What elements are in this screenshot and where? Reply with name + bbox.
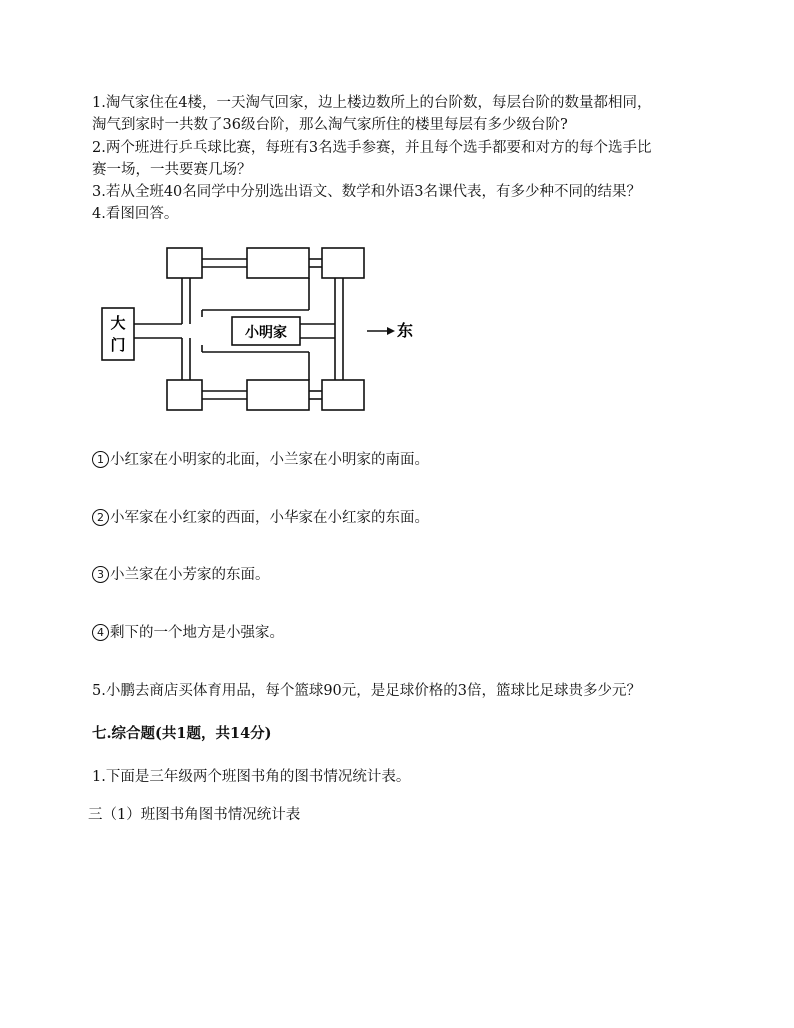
problem-2-line-2: 赛一场，一共要赛几场？ — [92, 162, 252, 178]
map-block-bottom-left — [167, 380, 202, 410]
clue-2-number: 2 — [92, 509, 109, 526]
clue-3 — [92, 564, 270, 586]
map-gate-label-1: 大 — [110, 314, 126, 332]
section-7-title: 七.综合题(共1题，共14分) — [92, 725, 272, 742]
clue-4 — [92, 622, 284, 644]
clue-4-number: 4 — [92, 624, 109, 641]
map-block-top-right — [322, 248, 364, 278]
map-block-top-middle — [247, 248, 309, 278]
problem-5: 5.小鹏去商店买体育用品，每个篮球90元，是足球价格的3倍，篮球比足球贵多少元？ — [92, 683, 642, 699]
clue-4-text: 剩下的一个地方是小强家。 — [110, 625, 284, 641]
clue-2-text: 小军家在小红家的西面，小华家在小红家的东面。 — [110, 510, 429, 526]
table-caption: 三（1）班图书角图书情况统计表 — [88, 807, 301, 823]
section-7-question-1: 1.下面是三年级两个班图书角的图书情况统计表。 — [92, 769, 411, 785]
clue-3-number: 3 — [92, 566, 109, 583]
problem-3: 3.若从全班40名同学中分别选出语文、数学和外语3名课代表，有多少种不同的结果？ — [92, 184, 642, 200]
neighborhood-map — [92, 240, 432, 415]
map-home-label: 小明家 — [245, 325, 287, 341]
clue-3-text: 小兰家在小芳家的东面。 — [110, 567, 270, 583]
map-block-bottom-middle — [247, 380, 309, 410]
clue-1-text: 小红家在小明家的北面，小兰家在小明家的南面。 — [110, 452, 429, 468]
problem-1-line-1: 1.淘气家住在4楼，一天淘气回家，边上楼边数所上的台阶数，每层台阶的数量都相同， — [92, 95, 652, 111]
east-arrow-head — [387, 327, 395, 335]
problem-1-line-2: 淘气到家时一共数了36级台阶，那么淘气家所住的楼里每层有多少级台阶? — [92, 117, 568, 133]
problem-2-line-1: 2.两个班进行乒乓球比赛，每班有3名选手参赛，并且每个选手都要和对方的每个选手比 — [92, 140, 652, 156]
clue-2 — [92, 507, 429, 529]
problem-4: 4.看图回答。 — [92, 206, 179, 222]
map-block-top-left — [167, 248, 202, 278]
clue-1-number: 1 — [92, 451, 109, 468]
clue-1 — [92, 449, 429, 471]
map-block-bottom-right — [322, 380, 364, 410]
map-gate-label-2: 门 — [110, 336, 126, 354]
map-east-label: 东 — [397, 321, 414, 340]
